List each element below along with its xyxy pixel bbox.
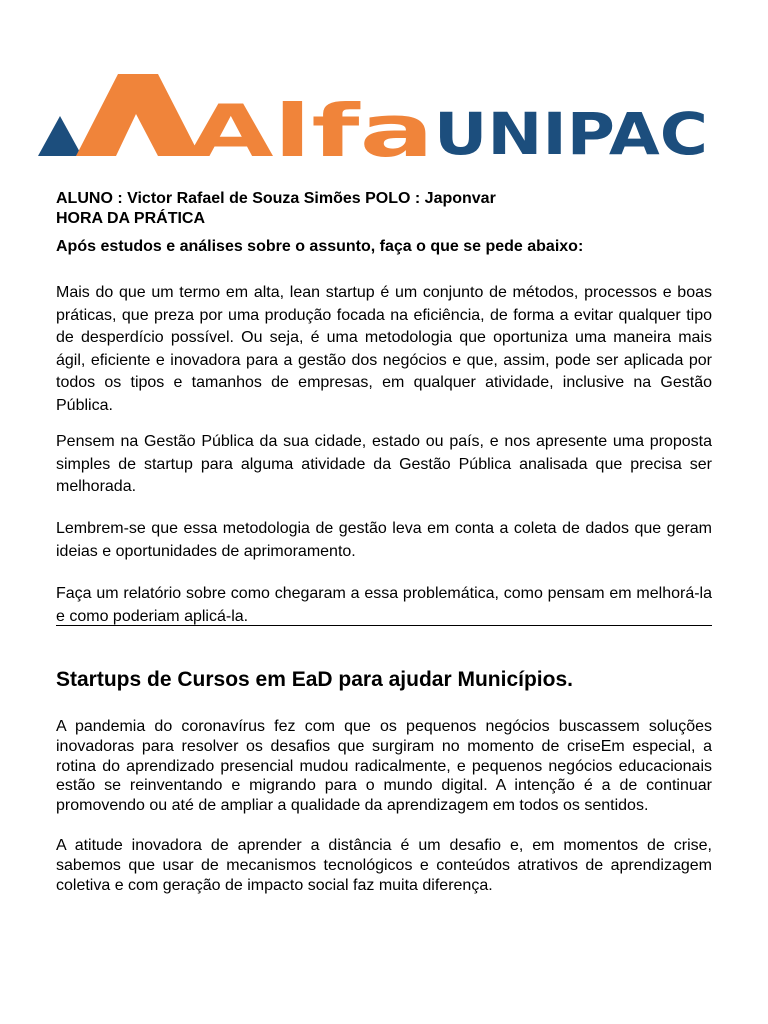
alfa-unipac-logo xyxy=(36,72,712,160)
logo-mark-left xyxy=(38,116,82,156)
logo-text-unipac: UNIPAC xyxy=(434,100,708,160)
prompt-underline xyxy=(56,625,712,626)
logo-text-alfa: Alfa xyxy=(188,89,434,160)
instruction-line: Após estudos e análises sobre o assunto, faça o que se pede abaixo: xyxy=(56,238,584,255)
prompt-paragraph-1: Mais do que um termo em alta, lean startup é um conjunto de métodos, processos e boas práticas, que preza por uma produção focada na eficiência, de forma a evitar qualquer tipo de desperdício possível. Ou seja, é uma metodologia que oportuniza uma maneira mais ágil, eficiente e inovadora para a gestão dos negócios e que, assim, pode ser aplicada por todos os tipos e tamanhos de empresas, em qualquer atividade, inclusive na Gestão Pública. xyxy=(56,284,712,414)
answer-paragraph-1: A pandemia do coronavírus fez com que os pequenos negócios buscassem soluções inovadoras para resolver os desafios que surgiram no momento de criseEm especial, a rotina do aprendizado presencial mudou radicalmente, e pequenos negócios educacionais estão se reinventando e migrando para o mundo digital. A intenção é a de continuar promovendo ou até de ampliar a qualidade da aprendizagem em todos os sentidos. xyxy=(56,718,712,815)
answer-title: Startups de Cursos em EaD para ajudar Municípios. xyxy=(56,668,573,691)
logo-graphic xyxy=(36,72,712,160)
answer-paragraph-2: A atitude inovadora de aprender a distância é um desafio e, em momentos de crise, sabemos que usar de mecanismos tecnológicos e conteúdos atrativos de aprendizagem coletiva e com geração de impacto social faz muita diferença. xyxy=(56,837,712,894)
prompt-paragraph-4: Faça um relatório sobre como chegaram a essa problemática, como pensam em melhorá-la e como poderiam aplicá-la. xyxy=(56,585,712,625)
student-line: ALUNO : Victor Rafael de Souza Simões POLO : Japonvar xyxy=(56,190,496,207)
logo-mark-right xyxy=(76,74,200,156)
prompt-paragraph-3: Lembrem-se que essa metodologia de gestão leva em conta a coleta de dados que geram ideias e oportunidades de aprimoramento. xyxy=(56,520,712,560)
activity-line: HORA DA PRÁTICA xyxy=(56,210,206,227)
header-block xyxy=(56,189,712,257)
prompt-paragraph-2: Pensem na Gestão Pública da sua cidade, estado ou país, e nos apresente uma proposta simples de startup para alguma atividade da Gestão Pública analisada que precisa ser melhorada. xyxy=(56,433,712,496)
